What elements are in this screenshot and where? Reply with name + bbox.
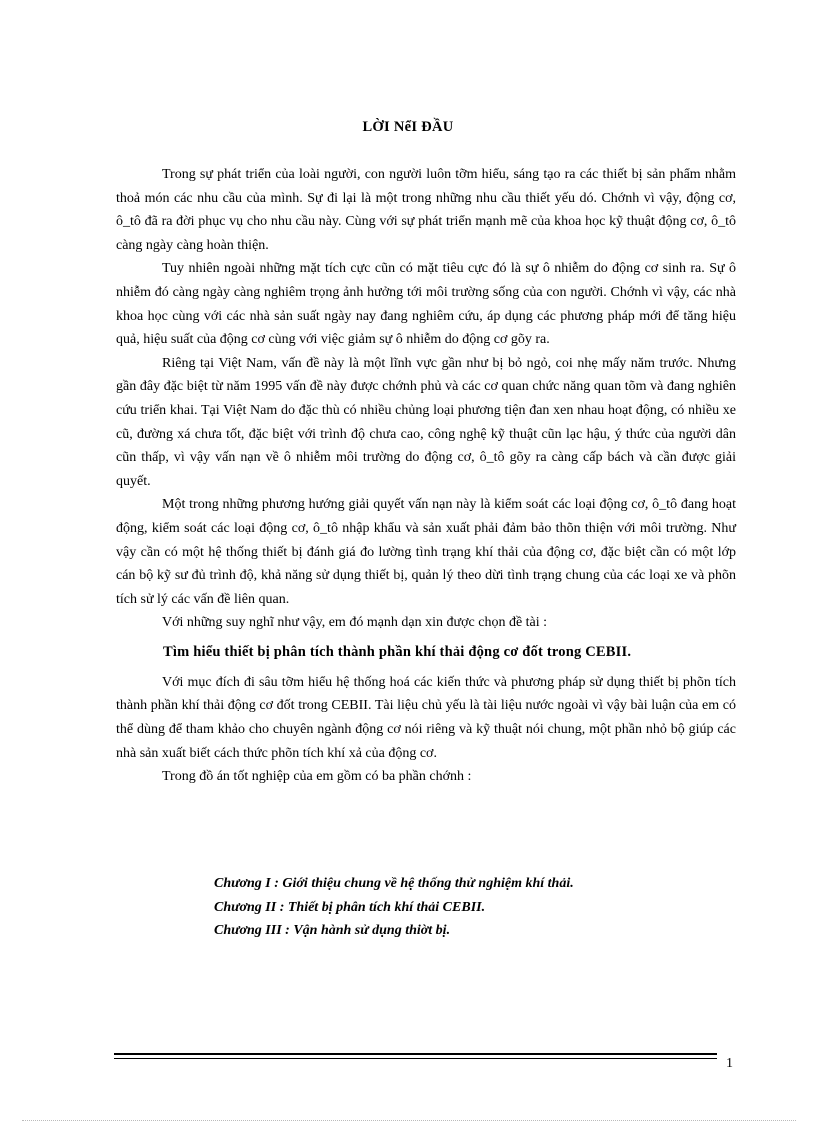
paragraph: Tuy nhiên ngoài những mặt tích cực cũn có mặt tiêu cực đó là sự ô nhiễm do động cơ sinh ra. Sự ô nhiễm đó càng ngày càng nghiêm trọng ảnh hưởng tới môi trường sống của con người. Chớnh vì vậy, các nhà khoa học cùng với các nhà sản suất ngày nay đang nghiêm cứu, áp dụng các phương pháp mới để tăng hiệu quả, hiệu suất của động cơ cùng với việc giảm sự ô nhiễm do động cơ gõy ra. (116, 261, 736, 348)
chapter-list (214, 872, 694, 943)
chapter-item: Chương I : Giới thiệu chung về hệ thống thử nghiệm khí thải. (214, 876, 574, 891)
paragraph: Một trong những phương hướng giải quyết vấn nạn này là kiểm soát các loại động cơ, ô_tô đang hoạt động, kiểm soát các loại động cơ, ô_tô nhập khẩu và sản xuất phải đảm bảo thõn thiện với môi trường. Như vậy cần có một hệ thống thiết bị đánh giá đo lường tình trạng khí thải của động cơ, đặc biệt cần có một lớp cán bộ kỹ sư đủ trình độ, khả năng sử dụng thiết bị, quản lý theo dừi tình trạng chung của các loại xe và phõn tích sử lý các vấn đề liên quan. (116, 497, 736, 607)
page-number: 1 (726, 1056, 733, 1071)
page-title: LỜI NểI ĐẦU (362, 119, 454, 135)
thesis-topic: Tìm hiểu thiết bị phân tích thành phần khí thải động cơ đốt trong CEBII. (163, 643, 632, 660)
chapter-item: Chương III : Vận hành sử dụng thiờt bị. (214, 923, 451, 938)
paragraph: Trong đồ án tốt nghiệp của em gồm có ba phần chớnh : (162, 769, 472, 785)
paragraph: Với những suy nghĩ như vậy, em đó mạnh dạn xin được chọn đề tài : (162, 615, 548, 631)
paragraph: Với mục đích đi sâu tỡm hiểu hệ thống hoá các kiến thức và phương pháp sử dụng thiết bị phõn tích thành phần khí thải động cơ đốt trong CEBII. Tài liệu chủ yếu là tài liệu nước ngoài vì vậy bài luận của em có thể dùng để tham khảo cho chuyên ngành động cơ nói riêng và kỹ thuật nói chung, một phần nhỏ bộ giúp các nhà sản xuất biết cách thức phõn tích khí xả của động cơ. (116, 674, 736, 761)
paragraph: Trong sự phát triển của loài người, con người luôn tỡm hiểu, sáng tạo ra các thiết bị sản phẩm nhằm thoả món các nhu cầu của mình. Sự đi lại là một trong những nhu cầu thiết yếu dó. Chớnh vì vậy, động cơ, ô_tô đã ra đời phục vụ cho nhu cầu này. Cùng với sự phát triển mạnh mẽ của khoa học kỹ thuật động cơ, ô_tô càng ngày càng hoàn thiện. (116, 167, 736, 253)
page-edge-divider (22, 1120, 796, 1121)
chapter-item: Chương II : Thiết bị phân tích khí thải CEBII. (214, 899, 486, 915)
footer-rule (114, 1053, 717, 1059)
body-text (116, 163, 736, 789)
paragraph: Riêng tại Việt Nam, vấn đề này là một lĩnh vực gần như bị bỏ ngỏ, coi nhẹ mấy năm trước. Nhưng gần đây đặc biệt từ năm 1995 vấn đề này được chớnh phủ và các cơ quan chức năng quan tõm và đang nghiên cứu triển khai. Tại Việt Nam do đặc thù có nhiều chủng loại phương tiện đan xen nhau hoạt động, có nhiều xe cũ, đường xá chưa tốt, đặc biệt với trình độ chưa cao, công nghệ kỹ thuật cũn lạc hậu, ý thức của người dân cũn thấp, vì vậy vấn nạn về ô nhiễm môi trường do động cơ, ô_tô gõy ra càng cấp bách và cần được giải quyết. (116, 355, 736, 489)
